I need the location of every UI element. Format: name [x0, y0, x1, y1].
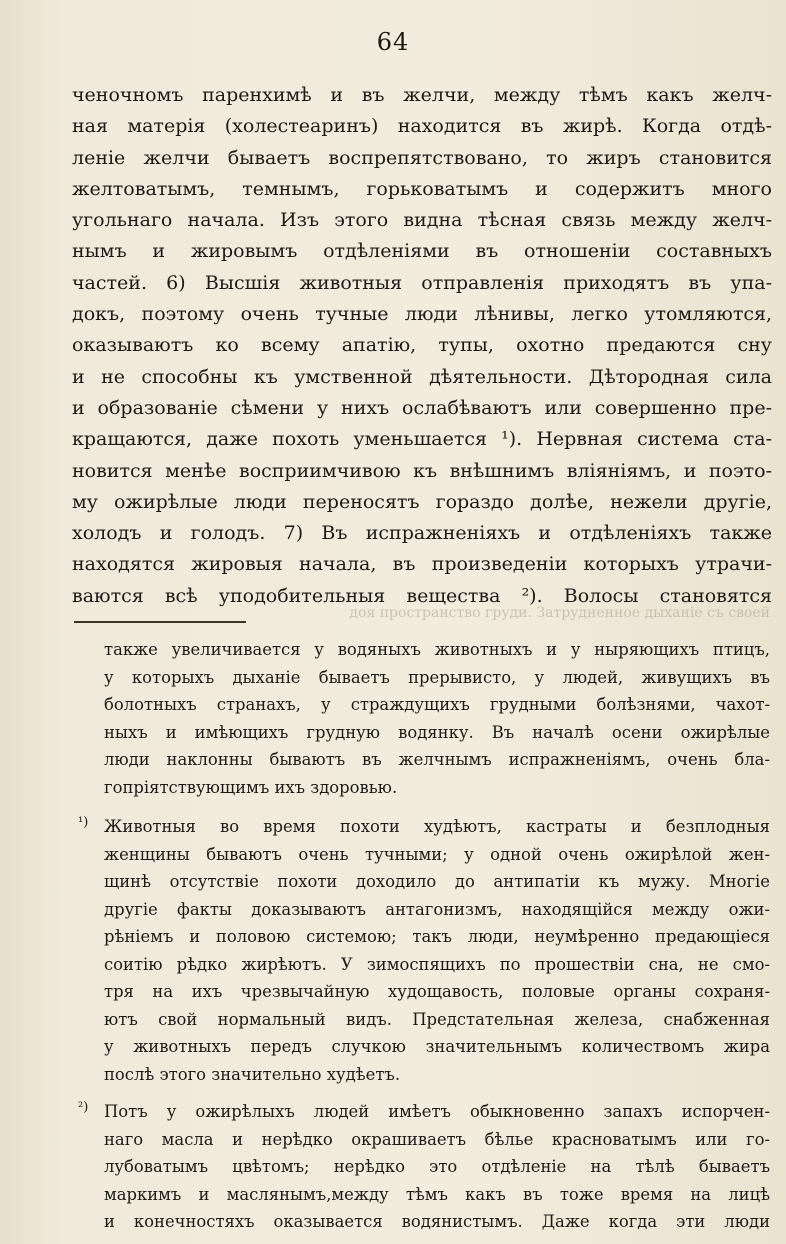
main-text-line: новится менѣе восприимчивою къ внѣшнимъ вліяніямъ, и поэто-	[72, 459, 772, 482]
footnote-line: послѣ этого значительно худѣетъ.	[104, 1064, 401, 1084]
main-text-line: ваются всѣ уподобительныя вещества ²). Волосы становятся	[72, 584, 772, 607]
main-text-line: нымъ и жировымъ отдѣленіями въ отношеніи составныхъ	[72, 240, 772, 263]
footnote-line: соитію рѣдко жирѣютъ. У зимоспящихъ по прошествіи сна, не смо-	[104, 954, 770, 974]
main-text-line: кращаются, даже похоть уменьшается ¹). Нервная система ста-	[72, 428, 772, 451]
main-text-line: холодъ и голодъ. 7) Въ испражненіяхъ и отдѣленіяхъ также	[72, 522, 772, 545]
main-text-line: находятся жировыя начала, въ произведеніи которыхъ утрачи-	[72, 553, 772, 576]
footnote-line: тря на ихъ чрезвычайную худощавость, половые органы сохраня-	[104, 982, 770, 1001]
main-text-line: частей. 6) Высшія животныя отправленія приходятъ въ упа-	[72, 271, 772, 294]
footnote-continuation	[104, 636, 770, 801]
footnote-line: у животныхъ передъ случкою значительнымъ количествомъ жира	[104, 1037, 770, 1056]
footnotes	[78, 636, 770, 1236]
footnote-line: гопріятствующимъ ихъ здоровью.	[104, 777, 398, 797]
main-text-line: угольнаго начала. Изъ этого видна тѣсная связь между желч-	[72, 209, 772, 232]
footnote-line: болотныхъ странахъ, у страждущихъ грудными болѣзнями, чахот-	[104, 695, 770, 714]
footnote-line: другіе факты доказываютъ антагонизмъ, находящійся между ожи-	[104, 899, 770, 919]
footnote-2	[78, 1098, 770, 1236]
main-text-line: докъ, поэтому очень тучные люди лѣнивы, легко утомляются,	[72, 303, 772, 326]
footnote-line: люди наклонны бываютъ въ желчнымъ испражненіямъ, очень бла-	[104, 750, 770, 769]
footnote-line: ныхъ и имѣющихъ грудную водянку. Въ началѣ осени ожирѣлые	[104, 722, 770, 742]
main-text-line: и не способны къ умственной дѣятельности. Дѣтородная сила	[72, 365, 772, 388]
main-text-line: и образованіе сѣмени у нихъ ослабѣваютъ или совершенно пре-	[72, 396, 772, 419]
footnote-line: лубоватымъ цвѣтомъ; нерѣдко это отдѣленіе на тѣлѣ бываетъ	[104, 1157, 770, 1176]
footnote-1	[78, 813, 770, 1088]
main-text-line: ченочномъ паренхимѣ и въ желчи, между тѣмъ какъ желч-	[72, 84, 772, 106]
main-text-line: му ожирѣлые люди переносятъ гораздо долѣе, нежели другіе,	[72, 490, 772, 513]
footnote-line: также увеличивается у водяныхъ животныхъ и у ныряющихъ птицъ,	[104, 640, 770, 659]
footnote-marker: ¹)	[78, 815, 89, 830]
bleed-through-text: доя пространство груди. Затрудненное дыханіе съ своей	[349, 605, 770, 621]
footnote-line: щинѣ отсутствіе похоти доходило до антипатіи къ мужу. Многіе	[104, 872, 770, 891]
footnote-line: рѣніемъ и половою системою; такъ люди, неумѣренно предающіеся	[104, 927, 770, 946]
footnote-line: ютъ свой нормальный видъ. Предстательная железа, снабженная	[104, 1009, 770, 1029]
footnote-marker: ²)	[78, 1100, 89, 1115]
footnote-rule	[74, 621, 246, 623]
footnote-line: и конечностяхъ оказывается водянистымъ. Даже когда эти люди	[104, 1212, 770, 1231]
main-text-line: леніе желчи бываетъ воспрепятствовано, то жиръ становится	[72, 146, 772, 169]
main-text-line: оказываютъ ко всему апатію, тупы, охотно предаются сну	[72, 334, 772, 357]
main-text-line: желтоватымъ, темнымъ, горьковатымъ и содержитъ много	[72, 177, 772, 200]
page-number: 64	[376, 28, 410, 56]
footnote-line: Животныя во время похоти худѣютъ, кастраты и безплодныя	[104, 817, 770, 836]
main-text-line: ная матерія (холестеаринъ) находится въ жирѣ. Когда отдѣ-	[72, 115, 772, 138]
footnote-line: маркимъ и маслянымъ,между тѣмъ какъ въ тоже время на лицѣ	[104, 1184, 770, 1204]
footnote-line: наго масла и нерѣдко окрашиваетъ бѣлье красноватымъ или го-	[104, 1129, 770, 1149]
footnote-line: у которыхъ дыханіе бываетъ прерывисто, у людей, живущихъ въ	[104, 667, 770, 687]
footnote-line: женщины бываютъ очень тучными; у одной очень ожирѣлой жен-	[104, 844, 770, 864]
footnote-line: Потъ у ожирѣлыхъ людей имѣетъ обыкновенно запахъ испорчен-	[104, 1102, 770, 1121]
main-text	[72, 80, 772, 612]
